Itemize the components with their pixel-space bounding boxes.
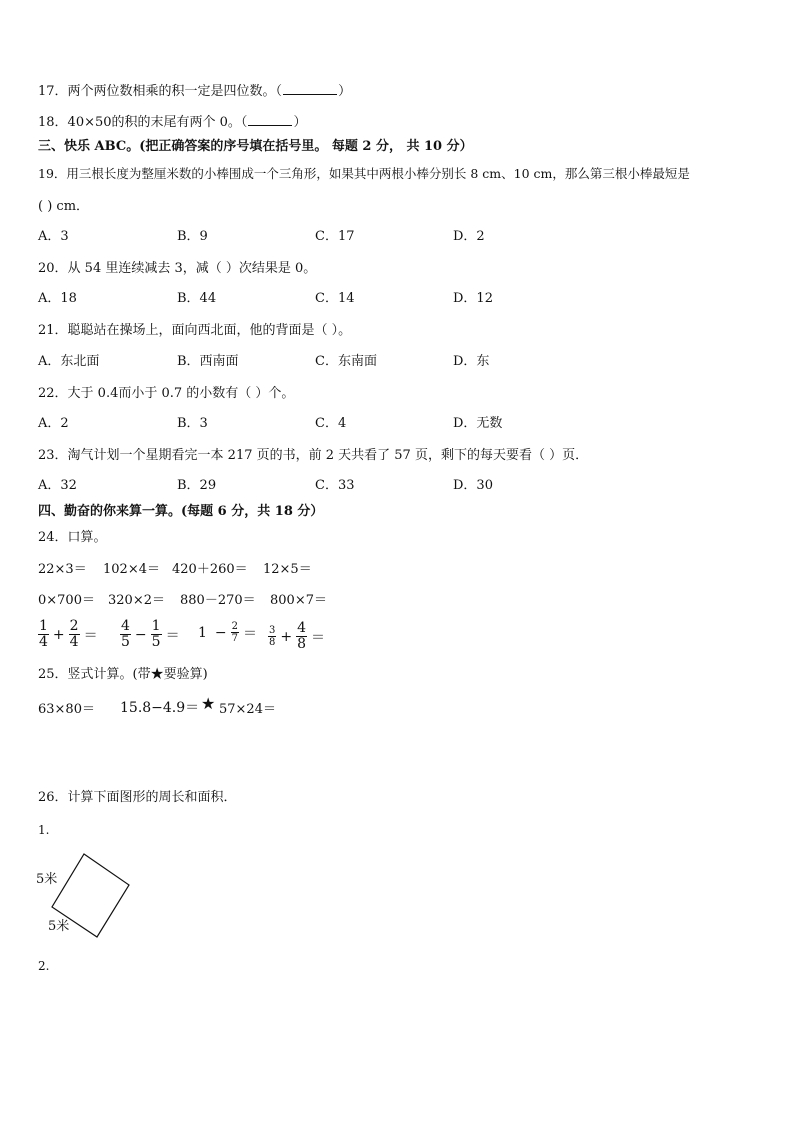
- option-a[interactable]: A．18: [38, 291, 77, 306]
- section-3-title: 三、快乐 ABC。(把正确答案的序号填在括号里。 每题 2 分， 共 10 分）: [38, 139, 473, 154]
- option-d[interactable]: D．无数: [453, 416, 503, 431]
- vertical-calc-item: 57×24＝: [219, 702, 276, 717]
- option-c[interactable]: C．17: [315, 229, 355, 244]
- vertical-calc-item: 63×80＝: [38, 702, 95, 717]
- answer-blank[interactable]: [283, 83, 337, 95]
- option-d[interactable]: D．30: [453, 478, 493, 493]
- question-22: 22．大于 0.4而小于 0.7 的小数有（ ）个。: [38, 386, 295, 401]
- fraction-expr-4: $\frac{3}{8}$ + $\frac{4}{8}$ ＝: [269, 620, 326, 652]
- fraction: $\frac{1}{4}$: [39, 618, 48, 650]
- option-b[interactable]: B．44: [177, 291, 217, 306]
- question-23: 23．淘气计划一个星期看完一本 217 页的书，前 2 天共看了 57 页，剩下的每天要看（ ）页．: [38, 448, 589, 463]
- oral-calc-item: 420＋260＝: [172, 562, 248, 577]
- star-icon: ★: [201, 694, 216, 713]
- question-24-title: 24．口算。: [38, 530, 107, 545]
- fraction-expr-3: 1 − $\frac{2}{7}$ ＝: [198, 621, 258, 644]
- option-b[interactable]: B．29: [177, 478, 217, 493]
- option-c[interactable]: C．东南面: [315, 354, 377, 369]
- fraction-expr-1: $\frac{1}{4}$ + $\frac{2}{4}$ ＝: [39, 618, 98, 650]
- option-a[interactable]: A．东北面: [38, 354, 100, 369]
- question-18: [38, 114, 306, 131]
- option-d[interactable]: D．东: [453, 354, 490, 369]
- fraction: $\frac{3}{8}$: [269, 625, 276, 648]
- oral-calc-item: 22×3＝: [38, 562, 87, 577]
- section-4-title: 四、勤奋的你来算一算。(每题 6 分，共 18 分）: [38, 504, 324, 519]
- question-text: 两个两位数相乘的积一定是四位数。（: [67, 84, 283, 99]
- question-number: 18．: [38, 115, 68, 130]
- question-26-title: 26．计算下面图形的周长和面积．: [38, 790, 237, 805]
- question-19-line2: ( ) cm．: [38, 199, 90, 214]
- option-c[interactable]: C．4: [315, 416, 347, 431]
- oral-calc-item: 102×4＝: [103, 562, 160, 577]
- oral-calc-item: 320×2＝: [108, 593, 165, 608]
- question-17: [38, 83, 351, 100]
- option-c[interactable]: C．14: [315, 291, 355, 306]
- option-a[interactable]: A．32: [38, 478, 77, 493]
- question-number: 17．: [38, 84, 68, 99]
- item-number: 2.: [38, 959, 50, 973]
- oral-calc-item: 880－270＝: [180, 593, 256, 608]
- oral-calc-item: 0×700＝: [38, 593, 95, 608]
- question-19-line1: 19．用三根长度为整厘米数的小棒围成一个三角形，如果其中两根小棒分别长 8 cm、10 cm，那么第三根小棒最短是: [38, 166, 690, 181]
- option-b[interactable]: B．9: [177, 229, 208, 244]
- option-c[interactable]: C．33: [315, 478, 355, 493]
- bracket-close: ）: [338, 84, 352, 99]
- option-b[interactable]: B．3: [177, 416, 208, 431]
- fraction: $\frac{2}{4}$: [69, 618, 79, 650]
- side-length-label: 5米: [48, 919, 70, 934]
- fraction: $\frac{2}{7}$: [231, 621, 239, 644]
- fraction: $\frac{4}{5}$: [121, 618, 130, 650]
- option-d[interactable]: D．2: [453, 229, 485, 244]
- item-number: 1.: [38, 823, 50, 837]
- side-length-label: 5米: [36, 872, 58, 887]
- oral-calc-item: 800×7＝: [270, 593, 327, 608]
- option-d[interactable]: D．12: [453, 291, 493, 306]
- fraction: $\frac{1}{5}$: [151, 618, 161, 650]
- fraction: $\frac{4}{8}$: [297, 620, 307, 652]
- question-25-title: 25．竖式计算。(带★要验算): [38, 667, 208, 682]
- question-20: 20．从 54 里连续减去 3，减（ ）次结果是 0。: [38, 261, 317, 276]
- bracket-close: ）: [293, 115, 307, 130]
- vertical-calc-item: 15.8−4.9＝: [120, 700, 200, 716]
- question-21: 21．聪聪站在操场上，面向西北面，他的背面是（ ）。: [38, 323, 352, 338]
- option-a[interactable]: A．2: [38, 416, 69, 431]
- fraction-expr-2: $\frac{4}{5}$ − $\frac{1}{5}$ ＝: [121, 618, 180, 650]
- option-b[interactable]: B．西南面: [177, 354, 239, 369]
- answer-blank[interactable]: [248, 114, 292, 126]
- oral-calc-item: 12×5＝: [263, 562, 312, 577]
- question-text: 40×50的积的末尾有两个 0。（: [67, 115, 248, 130]
- option-a[interactable]: A．3: [38, 229, 69, 244]
